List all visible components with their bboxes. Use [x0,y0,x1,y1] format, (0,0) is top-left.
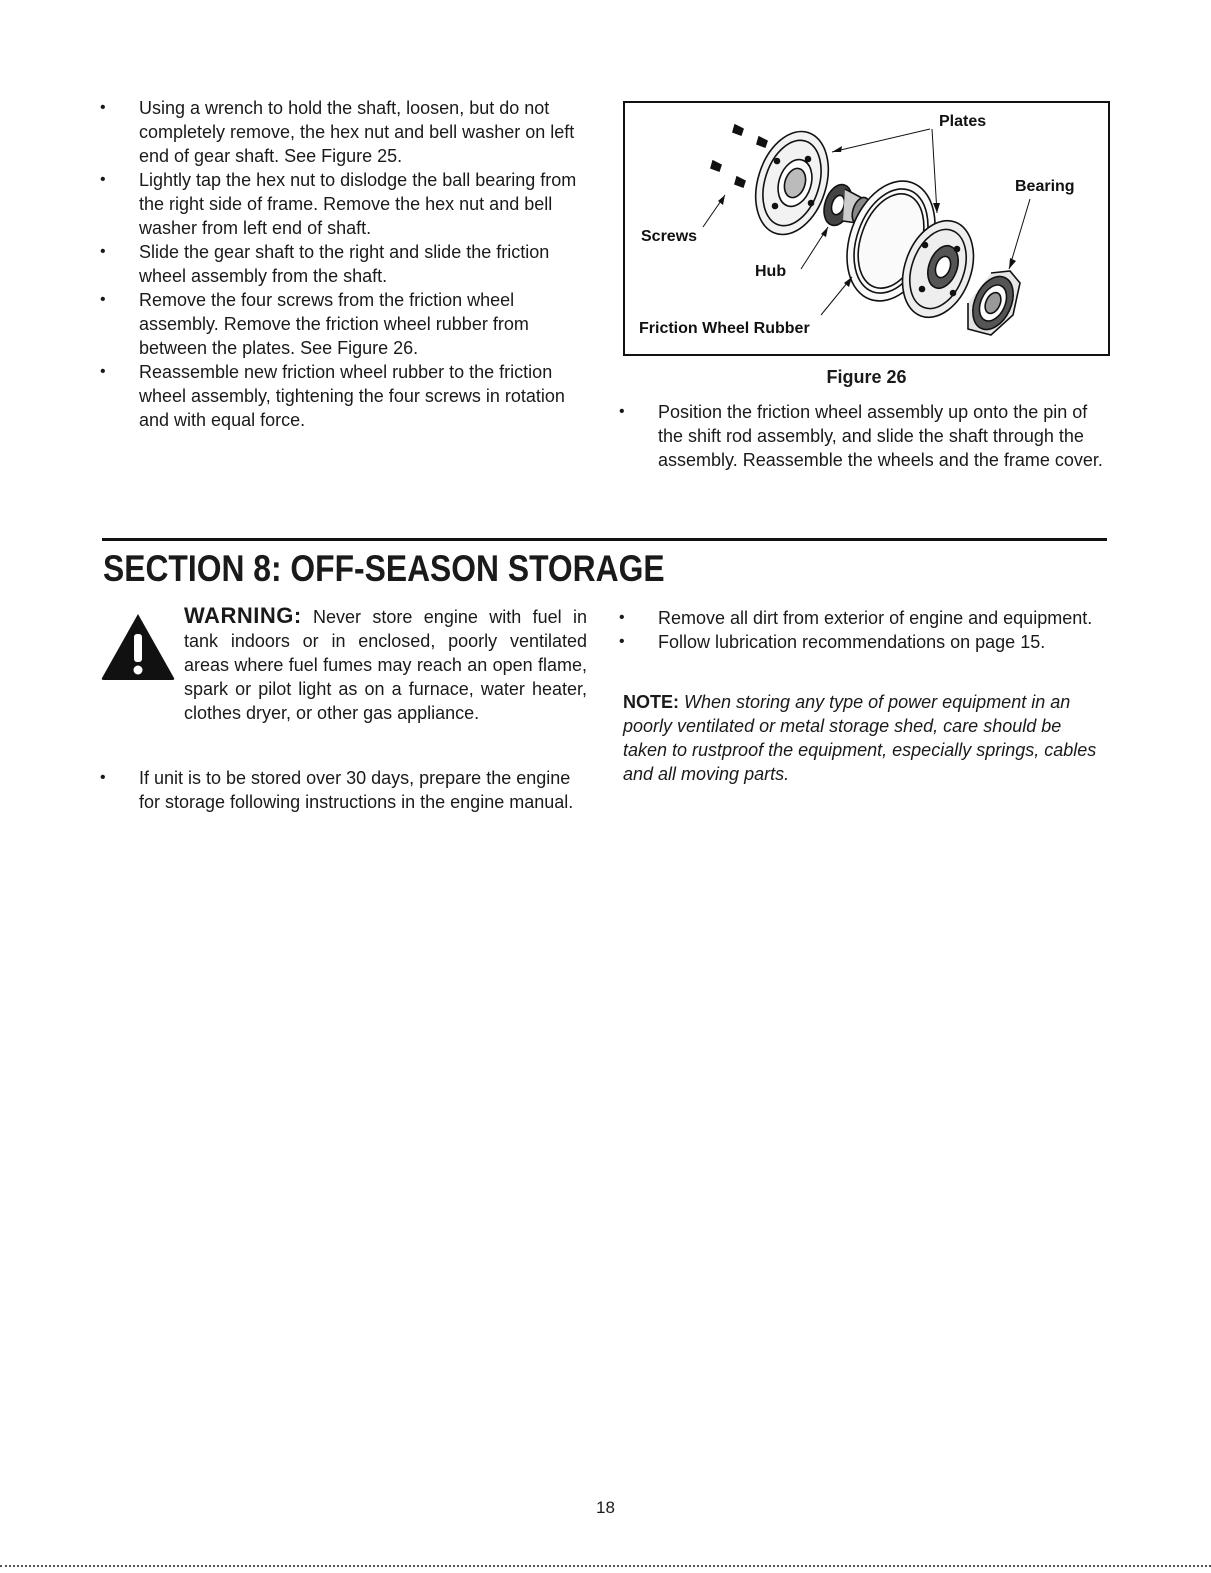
bullet-icon: • [619,609,625,626]
figure-caption: Figure 26 [826,367,907,387]
note-body: When storing any type of power equipment in an poorly ventilated or metal storage shed, care should be taken to rustproof the equipment, especially springs, cables and all moving parts. [623,692,1097,784]
figure-26 [623,101,1110,356]
bearing-drawing [965,270,1021,336]
warning-body: Never store engine with fuel in tank indoors or in enclosed, poorly ventilated areas where fuel fumes may reach an open flame, spark or pilot light as on a furnace, water heater, clothes dryer, or other gas appliance. [184,607,587,723]
label-hub: Hub [755,263,787,280]
list-item: • Reassemble new friction wheel rubber to the friction wheel assembly, tightening the four screws in rotation and with equal force. [100,362,565,430]
warning-text [184,604,587,725]
section-divider [102,538,1107,541]
steps-left-list [100,96,590,432]
page-number: 18 [596,1498,615,1517]
label-friction-wheel-rubber: Friction Wheel Rubber [639,320,810,337]
list-item: • Follow lubrication recommendations on page 15. [619,632,1046,652]
bullet-icon: • [100,291,106,308]
storage-note [623,690,1109,786]
bullet-icon: • [100,769,106,786]
label-screws: Screws [641,228,698,245]
warning-triangle-icon [100,612,176,682]
bullet-icon: • [100,99,106,116]
storage-right-list [619,606,1109,654]
warning-label: WARNING: [184,603,302,628]
storage-left-list [100,766,590,814]
list-item: • Slide the gear shaft to the right and slide the friction wheel assembly from the shaft. [100,242,550,286]
list-item: • Lightly tap the hex nut to dislodge the ball bearing from the right side of frame. Remove the hex nut and bell washer from left end of shaft. [100,170,577,238]
bullet-icon: • [100,363,106,380]
list-item: • Remove all dirt from exterior of engine and equipment. [619,608,1093,628]
bullet-icon: • [100,243,106,260]
note-label: NOTE: [623,692,679,712]
list-item: • If unit is to be stored over 30 days, prepare the engine for storage following instructions in the engine manual. [100,768,574,812]
steps-right-list [619,400,1109,472]
section-title: SECTION 8: OFF-SEASON STORAGE [103,548,665,589]
list-item: • Remove the four screws from the friction wheel assembly. Remove the friction wheel rubber from between the plates. See Figure 26. [100,290,529,358]
bullet-icon: • [100,171,106,188]
friction-wheel-exploded-diagram [625,103,1108,354]
bullet-icon: • [619,403,625,420]
bullet-icon: • [619,633,625,650]
label-bearing: Bearing [1015,178,1075,195]
list-item: • Position the friction wheel assembly up onto the pin of the shift rod assembly, and slide the shaft through the assembly. Reassemble the wheels and the frame cover. [619,402,1103,470]
list-item: • Using a wrench to hold the shaft, loosen, but do not completely remove, the hex nut and bell washer on left end of gear shaft. See Figure 25. [100,98,575,166]
page-bottom-border [0,1565,1211,1567]
label-plates: Plates [939,113,987,130]
